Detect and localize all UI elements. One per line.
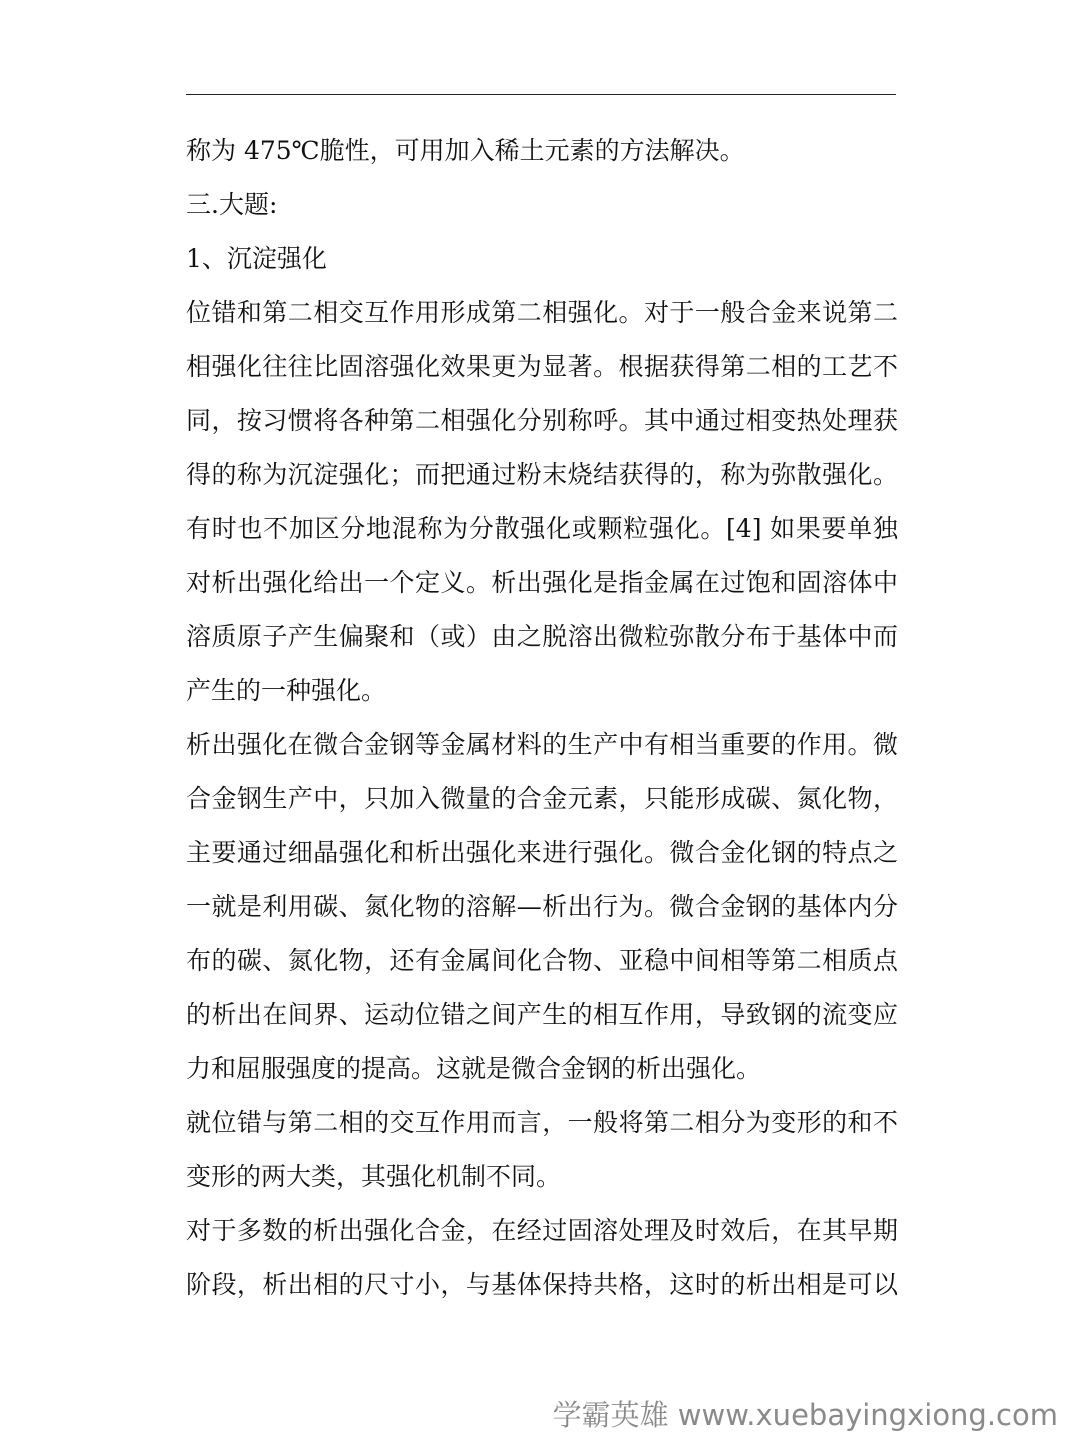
site-watermark[interactable]: 学霸英雄 www.xuebayingxiong.com [552, 1398, 1058, 1432]
text-line: 相强化往往比固溶强化效果更为显著。根据获得第二相的工艺不 [186, 352, 898, 381]
text-line: 对于多数的析出强化合金，在经过固溶处理及时效后，在其早期 [186, 1216, 898, 1245]
text-line: 的析出在间界、运动位错之间产生的相互作用，导致钢的流变应 [186, 1000, 898, 1029]
text-line: 一就是利用碳、氮化物的溶解—析出行为。微合金钢的基体内分 [186, 892, 898, 921]
text-line: 布的碳、氮化物，还有金属间化合物、亚稳中间相等第二相质点 [186, 946, 898, 975]
text-line: 得的称为沉淀强化；而把通过粉末烧结获得的，称为弥散强化。 [186, 460, 898, 489]
text-line: 力和屈服强度的提高。这就是微合金钢的析出强化。 [186, 1054, 762, 1083]
text-line: 同，按习惯将各种第二相强化分别称呼。其中通过相变热处理获 [186, 406, 898, 435]
text-line: 主要通过细晶强化和析出强化来进行强化。微合金化钢的特点之 [186, 838, 898, 867]
header-divider [186, 94, 896, 95]
text-line: 1、沉淀强化 [186, 244, 327, 273]
text-line: 就位错与第二相的交互作用而言，一般将第二相分为变形的和不 [186, 1108, 898, 1137]
text-line: 合金钢生产中，只加入微量的合金元素，只能形成碳、氮化物， [186, 784, 898, 813]
text-line: 阶段，析出相的尺寸小，与基体保持共格，这时的析出相是可以 [186, 1270, 898, 1299]
text-line: 有时也不加区分地混称为分散强化或颗粒强化。[4] 如果要单独 [186, 514, 898, 543]
text-line: 溶质原子产生偏聚和（或）由之脱溶出微粒弥散分布于基体中而 [186, 622, 898, 651]
document-body [186, 124, 898, 1312]
text-line: 析出强化在微合金钢等金属材料的生产中有相当重要的作用。微 [186, 730, 898, 759]
text-line: 三.大题: [186, 190, 278, 219]
text-line: 变形的两大类，其强化机制不同。 [186, 1162, 562, 1191]
text-line: 位错和第二相交互作用形成第二相强化。对于一般合金来说第二 [186, 298, 898, 327]
text-line: 称为 475℃脆性，可用加入稀土元素的方法解决。 [186, 136, 745, 165]
text-line: 对析出强化给出一个定义。析出强化是指金属在过饱和固溶体中 [186, 568, 898, 597]
text-line: 产生的一种强化。 [186, 676, 387, 705]
